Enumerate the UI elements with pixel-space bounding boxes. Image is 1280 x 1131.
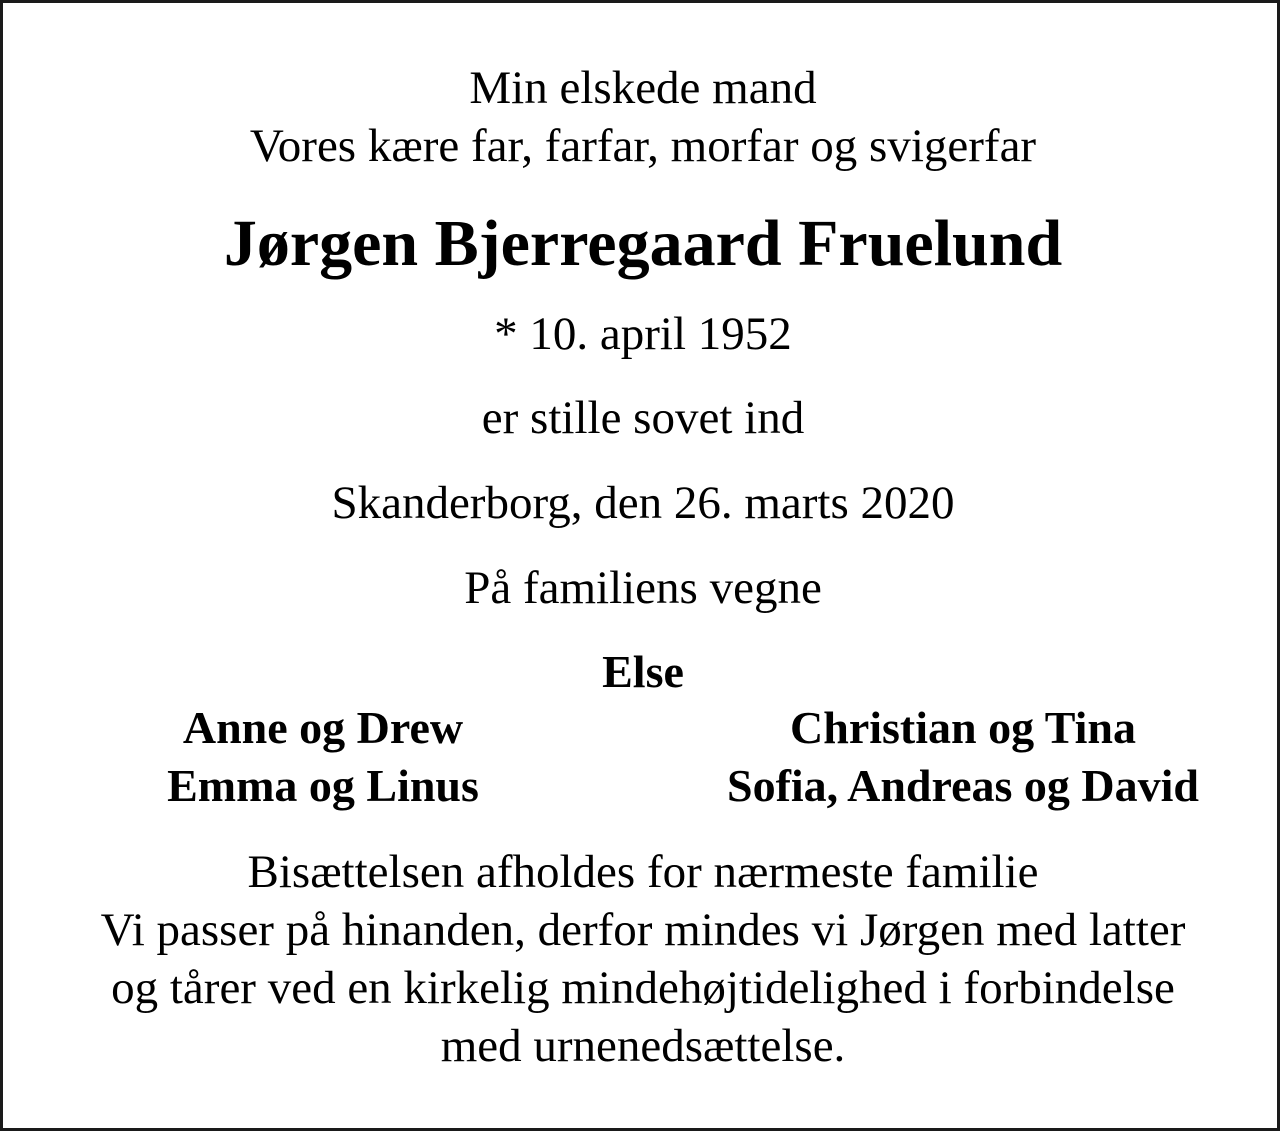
deceased-name: Jørgen Bjerregaard Fruelund (223, 207, 1063, 280)
spouse-name: Else (602, 646, 684, 697)
closing-line-1: Bisættelsen afholdes for nærmeste familie (247, 846, 1039, 898)
family-left-line-2: Emma og Linus (167, 760, 479, 811)
passing-text: er stille sovet ind (481, 392, 805, 444)
family-right-line-2: Sofia, Andreas og David (726, 760, 1200, 811)
closing-line-4: med urnenedsættelse. (440, 1020, 846, 1072)
closing-line-3: og tårer ved en kirkelig mindehøjtidelighed i forbindelse (111, 962, 1175, 1014)
family-left-line-1: Anne og Drew (182, 702, 464, 753)
place-and-date: Skanderborg, den 26. marts 2020 (331, 477, 955, 529)
birth-date: * 10. april 1952 (494, 308, 792, 360)
closing-line-2: Vi passer på hinanden, derfor mindes vi Jørgen med latter (100, 904, 1186, 956)
on-behalf-text: På familiens vegne (464, 562, 822, 614)
family-right-line-1: Christian og Tina (790, 702, 1136, 753)
intro-line-1: Min elskede mand (469, 62, 817, 114)
intro-line-2: Vores kære far, farfar, morfar og svigerfar (249, 120, 1037, 172)
